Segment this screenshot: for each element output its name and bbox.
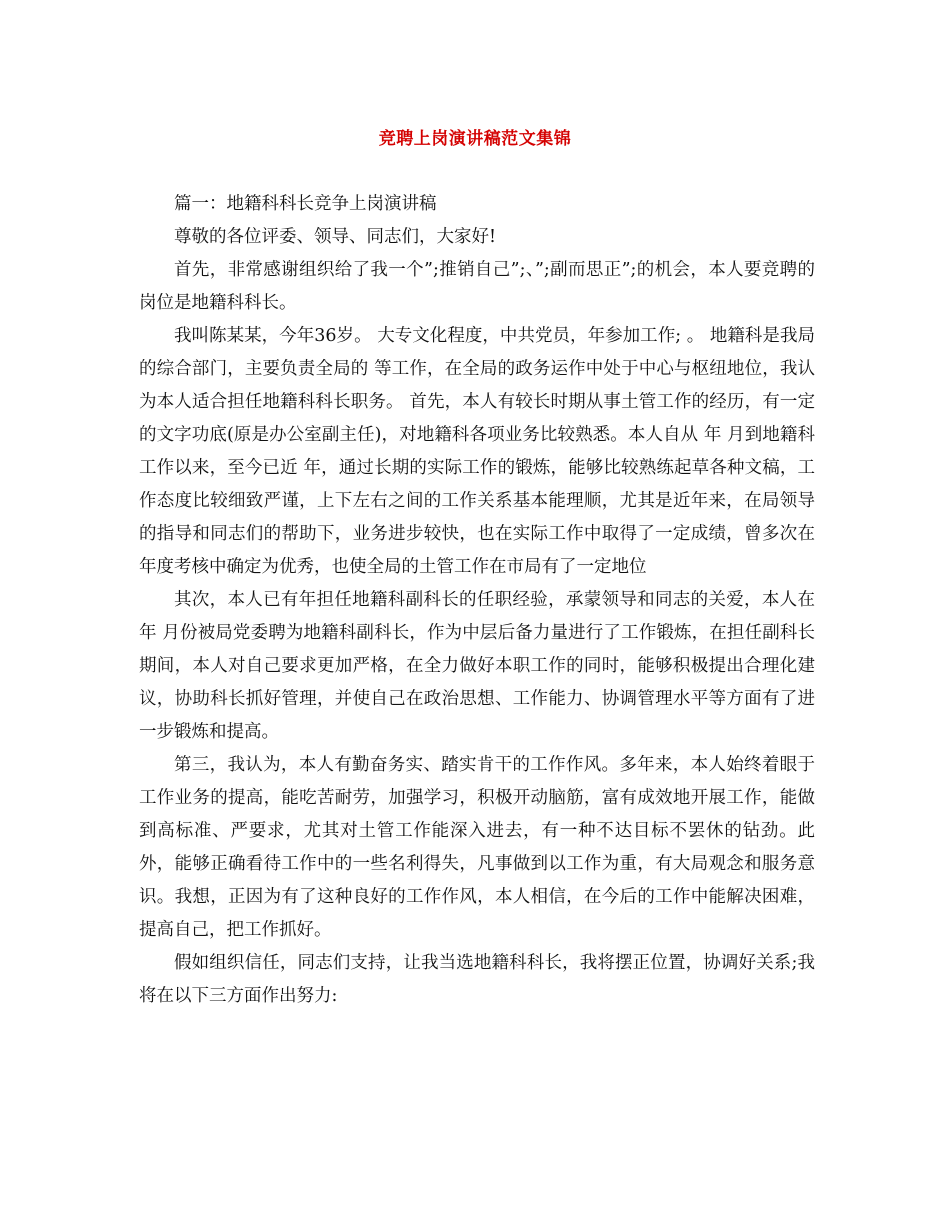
experience-paragraph: 其次，本人已有年担任地籍科副科长的任职经验，承蒙领导和同志的关爱，本人在年 月份被局党委聘为地籍科副科长，作为中层后备力量进行了工作锻炼，在担任副科长期间，本人对自己要求更加严格，在全力做好本职工作的同时，能够积极提出合理化建议，协助科长抓好管理，并使自己在政治思想、工作能力、协调管理水平等方面有了进一步锻炼和提高。 <box>139 590 815 742</box>
self-introduction-paragraph: 我叫陈某某，今年36岁。 大专文化程度，中共党员，年参加工作; 。 地籍科是我局的综合部门，主要负责全局的 等工作，在全局的政务运作中处于中心与枢纽地位，我认为本人适合担任地籍科科长职务。 首先，本人有较长时期从事土管工作的经历，有一定的文字功底(原是办公室副主任)，对地籍科各项业务比较熟悉。本人自从 年 月到地籍科工作以来，至今已近 年，通过长期的实际工作的锻炼，能够比较熟练起草各种文稿，工作态度比较细致严谨，上下左右之间的工作关系基本能理顺，尤其是近年来，在局领导的指导和同志们的帮助下，业务进步较快，也在实际工作中取得了一定成绩，曾多次在年度考核中确定为优秀，也使全局的土管工作在市局有了一定地位 <box>139 326 815 577</box>
document-body <box>139 188 815 1013</box>
work-style-paragraph: 第三，我认为，本人有勤奋务实、踏实肯干的工作作风。多年来，本人始终着眼于工作业务的提高，能吃苦耐劳，加强学习，积极开动脑筋，富有成效地开展工作，能做到高标准、严要求，尤其对土管工作能深入进去，有一种不达目标不罢休的钻劲。此外，能够正确看待工作中的一些名利得失，凡事做到以工作为重，有大局观念和服务意识。我想，正因为有了这种良好的工作作风，本人相信，在今后的工作中能解决困难，提高自己，把工作抓好。 <box>139 755 815 940</box>
opening-paragraph: 首先，非常感谢组织给了我一个”;推销自己”;、”;副而思正”;的机会，本人要竞聘的岗位是地籍科科长。 <box>139 260 815 313</box>
document-title: 竞聘上岗演讲稿范文集锦 <box>378 129 572 149</box>
greeting-paragraph: 尊敬的各位评委、领导、同志们，大家好! <box>174 227 497 247</box>
section-heading: 篇一：地籍科科长竞争上岗演讲稿 <box>174 194 437 214</box>
commitment-paragraph: 假如组织信任，同志们支持，让我当选地籍科科长，我将摆正位置，协调好关系;我将在以下三方面作出努力: <box>139 953 815 1006</box>
